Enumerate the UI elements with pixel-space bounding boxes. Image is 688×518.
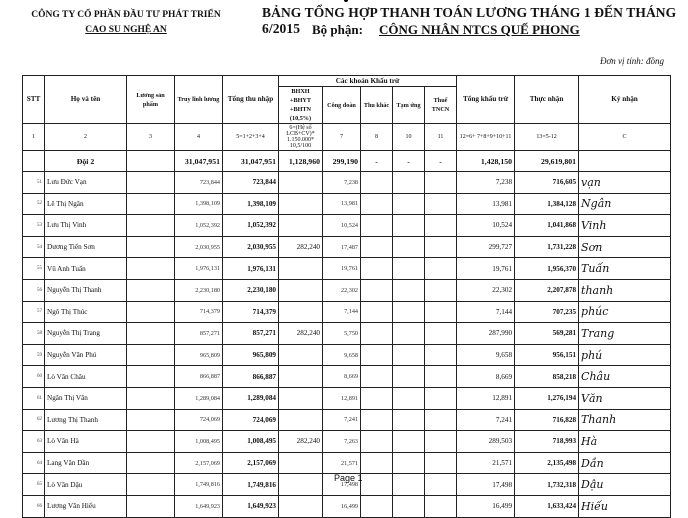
group-bhxh: 1,128,960	[279, 151, 323, 172]
col-stt: STT	[23, 76, 45, 124]
cong-doan-cell: 21,571	[323, 452, 361, 474]
luong-san-pham-cell	[127, 172, 175, 194]
employee-name: Lò Văn Dậu	[45, 474, 127, 496]
employee-stt: 54	[23, 236, 45, 258]
bhxh-cell	[279, 452, 323, 474]
bhxh-cell	[279, 495, 323, 517]
employee-row	[23, 431, 671, 453]
payroll-table	[22, 75, 671, 518]
index-cell: 3	[127, 124, 175, 151]
tam-ung-cell	[393, 452, 425, 474]
index-cell: 2	[45, 124, 127, 151]
thuc-nhan-cell: 1,384,128	[515, 193, 579, 215]
employee-row	[23, 409, 671, 431]
department-value: CÔNG NHÂN NTCS QUẾ PHONG	[378, 22, 580, 37]
truy-linh-cell: 965,809	[175, 344, 223, 366]
thuc-nhan-cell: 716,605	[515, 172, 579, 194]
luong-san-pham-cell	[127, 344, 175, 366]
truy-linh-cell: 723,844	[175, 172, 223, 194]
luong-san-pham-cell	[127, 301, 175, 323]
thuc-nhan-cell: 956,151	[515, 344, 579, 366]
luong-san-pham-cell	[127, 236, 175, 258]
employee-row	[23, 387, 671, 409]
employee-name: Nguyễn Thị Trang	[45, 323, 127, 345]
index-cell: 11	[425, 124, 457, 151]
col-cong-doan: Công đoàn	[323, 87, 361, 124]
tam-ung-cell	[393, 344, 425, 366]
bhxh-cell: 282,240	[279, 236, 323, 258]
bhxh-cell	[279, 474, 323, 496]
col-tong-thu-nhap: Tổng thu nhập	[223, 76, 279, 124]
bhxh-cell	[279, 301, 323, 323]
tam-ung-cell	[393, 215, 425, 237]
tong-khau-tru-cell: 9,658	[457, 344, 515, 366]
signature: Dần	[579, 452, 671, 474]
employee-row	[23, 452, 671, 474]
tong-khau-tru-cell: 289,503	[457, 431, 515, 453]
thu-khac-cell	[361, 452, 393, 474]
luong-san-pham-cell	[127, 323, 175, 345]
truy-linh-cell: 1,008,495	[175, 431, 223, 453]
signature: Dậu	[579, 474, 671, 496]
tam-ung-cell	[393, 387, 425, 409]
luong-san-pham-cell	[127, 258, 175, 280]
thuc-nhan-cell: 718,993	[515, 431, 579, 453]
tong-khau-tru-cell: 13,981	[457, 193, 515, 215]
luong-san-pham-cell	[127, 279, 175, 301]
tong-thu-nhap-cell: 1,749,816	[223, 474, 279, 496]
thue-cell	[425, 215, 457, 237]
truy-linh-cell: 1,749,816	[175, 474, 223, 496]
bhxh-cell	[279, 279, 323, 301]
bhxh-cell: 282,240	[279, 323, 323, 345]
employee-stt: 63	[23, 431, 45, 453]
thue-cell	[425, 495, 457, 517]
employee-stt: 57	[23, 301, 45, 323]
employee-name: Lò Văn Châu	[45, 366, 127, 388]
index-row	[23, 124, 671, 151]
truy-linh-cell: 866,887	[175, 366, 223, 388]
bhxh-cell	[279, 172, 323, 194]
thue-cell	[425, 344, 457, 366]
index-cell: 10	[393, 124, 425, 151]
signature: Sơn	[579, 236, 671, 258]
tong-thu-nhap-cell: 866,887	[223, 366, 279, 388]
page-number: Page 1	[334, 473, 363, 483]
cong-doan-cell: 13,981	[323, 193, 361, 215]
cong-doan-cell: 7,238	[323, 172, 361, 194]
signature: Thanh	[579, 409, 671, 431]
tam-ung-cell	[393, 431, 425, 453]
index-cell: 8	[361, 124, 393, 151]
employee-row	[23, 215, 671, 237]
thu-khac-cell	[361, 387, 393, 409]
thue-cell	[425, 366, 457, 388]
tong-thu-nhap-cell: 1,398,109	[223, 193, 279, 215]
company-header	[26, 8, 226, 38]
employee-name: Dương Tiến Sơn	[45, 236, 127, 258]
truy-linh-cell: 857,271	[175, 323, 223, 345]
group-thuc-nhan: 29,619,801	[515, 151, 579, 172]
col-thuc-nhan: Thực nhận	[515, 76, 579, 124]
bhxh-cell: 282,240	[279, 431, 323, 453]
tong-thu-nhap-cell: 1,289,084	[223, 387, 279, 409]
employee-name: Lương Văn Hiếu	[45, 495, 127, 517]
tam-ung-cell	[393, 258, 425, 280]
thu-khac-cell	[361, 474, 393, 496]
tong-thu-nhap-cell: 1,008,495	[223, 431, 279, 453]
tong-khau-tru-cell: 16,499	[457, 495, 515, 517]
employee-stt: 53	[23, 215, 45, 237]
signature: phúc	[579, 301, 671, 323]
col-thue: Thuế TNCN	[425, 87, 457, 124]
tong-khau-tru-cell: 7,144	[457, 301, 515, 323]
employee-stt: 62	[23, 409, 45, 431]
employee-stt: 52	[23, 193, 45, 215]
employee-row	[23, 495, 671, 517]
employee-name: Ngân Thị Văn	[45, 387, 127, 409]
index-cell: 7	[323, 124, 361, 151]
employee-name: Nguyễn Thị Thanh	[45, 279, 127, 301]
company-name-line2: CAO SU NGHỆ AN	[85, 25, 167, 35]
tam-ung-cell	[393, 474, 425, 496]
group-tong-khau-tru: 1,428,150	[457, 151, 515, 172]
thuc-nhan-cell: 1,731,228	[515, 236, 579, 258]
col-name: Họ và tên	[45, 76, 127, 124]
tong-thu-nhap-cell: 2,157,069	[223, 452, 279, 474]
thue-cell	[425, 323, 457, 345]
department-label: Bộ phận:	[312, 22, 363, 37]
thuc-nhan-cell: 569,281	[515, 323, 579, 345]
employee-stt: 65	[23, 474, 45, 496]
index-cell: 4	[175, 124, 223, 151]
department-line	[312, 22, 580, 38]
employee-row	[23, 193, 671, 215]
thue-cell	[425, 172, 457, 194]
index-cell: 12=6+ 7+8+9+10+11	[457, 124, 515, 151]
thue-cell	[425, 279, 457, 301]
truy-linh-cell: 2,030,955	[175, 236, 223, 258]
employee-stt: 55	[23, 258, 45, 280]
employee-name: Lò Văn Hà	[45, 431, 127, 453]
luong-san-pham-cell	[127, 495, 175, 517]
cong-doan-cell: 17,487	[323, 236, 361, 258]
tam-ung-cell	[393, 323, 425, 345]
col-truy-linh: Truy lĩnh lương	[175, 76, 223, 124]
signature: Hiếu	[579, 495, 671, 517]
tong-thu-nhap-cell: 1,649,923	[223, 495, 279, 517]
currency-unit-note: Đơn vị tính: đồng	[599, 56, 664, 66]
tong-khau-tru-cell: 12,891	[457, 387, 515, 409]
signature: Hà	[579, 431, 671, 453]
cong-doan-cell: 12,891	[323, 387, 361, 409]
employee-stt: 64	[23, 452, 45, 474]
cong-doan-cell: 17,498	[323, 474, 361, 496]
index-cell: 13=5-12	[515, 124, 579, 151]
thu-khac-cell	[361, 344, 393, 366]
thue-cell	[425, 387, 457, 409]
truy-linh-cell: 1,289,084	[175, 387, 223, 409]
index-cell: 1	[23, 124, 45, 151]
signature: Châu	[579, 366, 671, 388]
luong-san-pham-cell	[127, 193, 175, 215]
truy-linh-cell: 724,069	[175, 409, 223, 431]
employee-stt: 51	[23, 172, 45, 194]
tong-thu-nhap-cell: 965,809	[223, 344, 279, 366]
tong-thu-nhap-cell: 723,844	[223, 172, 279, 194]
tong-khau-tru-cell: 7,241	[457, 409, 515, 431]
group-name: Đội 2	[45, 151, 127, 172]
tong-khau-tru-cell: 19,761	[457, 258, 515, 280]
tong-thu-nhap-cell: 1,052,392	[223, 215, 279, 237]
employee-stt: 56	[23, 279, 45, 301]
signature: thanh	[579, 279, 671, 301]
cong-doan-cell: 22,302	[323, 279, 361, 301]
col-group-khau-tru: Các khoản Khấu trừ	[279, 76, 457, 87]
employee-stt: 66	[23, 495, 45, 517]
tam-ung-cell	[393, 236, 425, 258]
col-tong-khau-tru: Tổng khấu trừ	[457, 76, 515, 124]
employee-row	[23, 323, 671, 345]
tam-ung-cell	[393, 409, 425, 431]
signature: vạn	[579, 172, 671, 194]
employee-name: Nguyễn Văn Phú	[45, 344, 127, 366]
tong-khau-tru-cell: 7,238	[457, 172, 515, 194]
employee-row	[23, 344, 671, 366]
index-cell: C	[579, 124, 671, 151]
tong-thu-nhap-cell: 2,230,180	[223, 279, 279, 301]
thu-khac-cell	[361, 193, 393, 215]
employee-row	[23, 258, 671, 280]
group-truy-linh: 31,047,951	[175, 151, 223, 172]
signature: phú	[579, 344, 671, 366]
employee-row	[23, 366, 671, 388]
thuc-nhan-cell: 1,633,424	[515, 495, 579, 517]
tam-ung-cell	[393, 366, 425, 388]
thuc-nhan-cell: 2,135,498	[515, 452, 579, 474]
thu-khac-cell	[361, 495, 393, 517]
group-thue: -	[425, 151, 457, 172]
thue-cell	[425, 431, 457, 453]
signature: Vinh	[579, 215, 671, 237]
truy-linh-cell: 1,398,109	[175, 193, 223, 215]
thuc-nhan-cell: 858,218	[515, 366, 579, 388]
employee-stt: 58	[23, 323, 45, 345]
tam-ung-cell	[393, 279, 425, 301]
thu-khac-cell	[361, 258, 393, 280]
tong-thu-nhap-cell: 2,030,955	[223, 236, 279, 258]
col-tam-ung: Tạm ứng	[393, 87, 425, 124]
employee-name: Vũ Anh Tuấn	[45, 258, 127, 280]
cong-doan-cell: 19,761	[323, 258, 361, 280]
col-bhxh: BHXH +BHYT +BHTN (10,5%)	[279, 87, 323, 124]
col-luong-san-pham: Lương sản phẩm	[127, 76, 175, 124]
signature: Tuấn	[579, 258, 671, 280]
thuc-nhan-cell: 1,732,318	[515, 474, 579, 496]
thu-khac-cell	[361, 172, 393, 194]
cong-doan-cell: 5,750	[323, 323, 361, 345]
employee-name: Ngô Thị Thúc	[45, 301, 127, 323]
employee-row	[23, 236, 671, 258]
luong-san-pham-cell	[127, 474, 175, 496]
tam-ung-cell	[393, 193, 425, 215]
company-name-line1: CÔNG TY CỔ PHẦN ĐẦU TƯ PHÁT TRIỂN	[31, 10, 221, 20]
thue-cell	[425, 409, 457, 431]
thue-cell	[425, 193, 457, 215]
luong-san-pham-cell	[127, 215, 175, 237]
index-cell: 5=1+2+3+4	[223, 124, 279, 151]
employee-stt: 61	[23, 387, 45, 409]
tong-khau-tru-cell: 21,571	[457, 452, 515, 474]
thu-khac-cell	[361, 236, 393, 258]
scan-dot	[344, 0, 348, 2]
thue-cell	[425, 474, 457, 496]
cong-doan-cell: 7,144	[323, 301, 361, 323]
group-tong-thu-nhap: 31,047,951	[223, 151, 279, 172]
col-ky-nhan: Ký nhận	[579, 76, 671, 124]
employee-stt: 59	[23, 344, 45, 366]
tong-khau-tru-cell: 287,990	[457, 323, 515, 345]
employee-name: Lang Văn Dần	[45, 452, 127, 474]
tong-thu-nhap-cell: 1,976,131	[223, 258, 279, 280]
group-thu-khac: -	[361, 151, 393, 172]
signature: Ngân	[579, 193, 671, 215]
thuc-nhan-cell: 2,207,878	[515, 279, 579, 301]
col-thu-khac: Thu khác	[361, 87, 393, 124]
cong-doan-cell: 7,263	[323, 431, 361, 453]
tong-khau-tru-cell: 8,669	[457, 366, 515, 388]
bhxh-cell	[279, 409, 323, 431]
thu-khac-cell	[361, 279, 393, 301]
thu-khac-cell	[361, 215, 393, 237]
truy-linh-cell: 714,379	[175, 301, 223, 323]
luong-san-pham-cell	[127, 366, 175, 388]
tong-khau-tru-cell: 17,498	[457, 474, 515, 496]
bhxh-cell	[279, 215, 323, 237]
bhxh-cell	[279, 366, 323, 388]
bhxh-cell	[279, 193, 323, 215]
employee-row	[23, 172, 671, 194]
employee-name: Lương Thị Thanh	[45, 409, 127, 431]
employee-row	[23, 301, 671, 323]
thu-khac-cell	[361, 323, 393, 345]
thu-khac-cell	[361, 366, 393, 388]
employee-name: Lê Thị Ngân	[45, 193, 127, 215]
thu-khac-cell	[361, 409, 393, 431]
tong-thu-nhap-cell: 724,069	[223, 409, 279, 431]
thue-cell	[425, 301, 457, 323]
luong-san-pham-cell	[127, 431, 175, 453]
employee-name: Lưu Thị Vinh	[45, 215, 127, 237]
document-title: BẢNG TỔNG HỢP THANH TOÁN LƯƠNG THÁNG 1 ĐẾN THÁNG 6/2015	[262, 5, 677, 36]
truy-linh-cell: 2,157,069	[175, 452, 223, 474]
thuc-nhan-cell: 1,276,194	[515, 387, 579, 409]
thuc-nhan-cell: 1,041,868	[515, 215, 579, 237]
thu-khac-cell	[361, 431, 393, 453]
cong-doan-cell: 16,499	[323, 495, 361, 517]
group-cong-doan: 299,190	[323, 151, 361, 172]
thuc-nhan-cell: 707,235	[515, 301, 579, 323]
thue-cell	[425, 236, 457, 258]
thuc-nhan-cell: 716,828	[515, 409, 579, 431]
cong-doan-cell: 8,669	[323, 366, 361, 388]
thue-cell	[425, 258, 457, 280]
tam-ung-cell	[393, 301, 425, 323]
tong-thu-nhap-cell: 714,379	[223, 301, 279, 323]
tong-khau-tru-cell: 10,524	[457, 215, 515, 237]
cong-doan-cell: 10,524	[323, 215, 361, 237]
thu-khac-cell	[361, 301, 393, 323]
truy-linh-cell: 1,976,131	[175, 258, 223, 280]
bhxh-cell	[279, 387, 323, 409]
signature: Văn	[579, 387, 671, 409]
group-total-row	[23, 151, 671, 172]
thuc-nhan-cell: 1,956,370	[515, 258, 579, 280]
thue-cell	[425, 452, 457, 474]
bhxh-cell	[279, 344, 323, 366]
tam-ung-cell	[393, 495, 425, 517]
truy-linh-cell: 1,052,392	[175, 215, 223, 237]
tong-thu-nhap-cell: 857,271	[223, 323, 279, 345]
index-cell: 6=(Hệ số LCB+CV)* 1.150.000* 10,5/100	[279, 124, 323, 151]
luong-san-pham-cell	[127, 409, 175, 431]
tam-ung-cell	[393, 172, 425, 194]
truy-linh-cell: 2,230,180	[175, 279, 223, 301]
cong-doan-cell: 7,241	[323, 409, 361, 431]
tong-khau-tru-cell: 299,727	[457, 236, 515, 258]
group-tam-ung: -	[393, 151, 425, 172]
cong-doan-cell: 9,658	[323, 344, 361, 366]
luong-san-pham-cell	[127, 387, 175, 409]
employee-name: Lưu Đức Vạn	[45, 172, 127, 194]
signature: Trang	[579, 323, 671, 345]
tong-khau-tru-cell: 22,302	[457, 279, 515, 301]
employee-row	[23, 279, 671, 301]
truy-linh-cell: 1,649,923	[175, 495, 223, 517]
luong-san-pham-cell	[127, 452, 175, 474]
employee-stt: 60	[23, 366, 45, 388]
bhxh-cell	[279, 258, 323, 280]
